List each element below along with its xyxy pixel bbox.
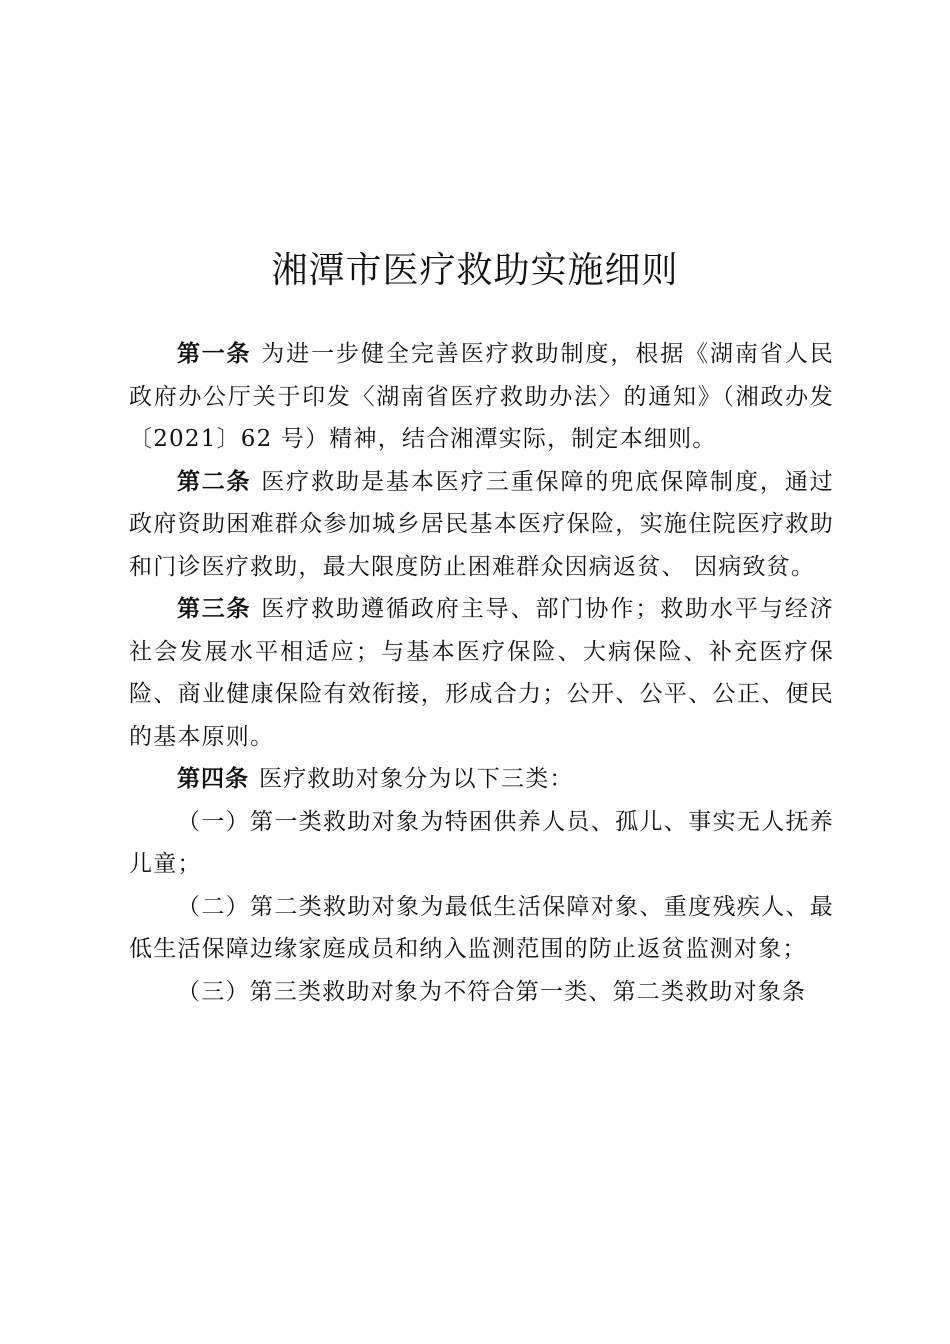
article-text: 医疗救助是基本医疗三重保障的兜底保障制度，通过政府资助困难群众参加城乡居民基本医疗保险，实施住院医疗救助和门诊医疗救助，最大限度防止困难群众因病返贫、 因病致贫。 [129, 468, 835, 580]
article-label: 第二条 [177, 468, 252, 495]
article-1 [129, 333, 834, 461]
article-2 [129, 461, 834, 589]
article-3 [129, 588, 834, 758]
article-label: 第四条 [177, 766, 249, 792]
article-text: 医疗救助遵循政府主导、部门协作；救助水平与经济社会发展水平相适应；与基本医疗保险、大病保险、补充医疗保险、商业健康保险有效衔接，形成合力；公开、公平、公正、便民的基本原则。 [129, 596, 835, 750]
article-label: 第三条 [177, 596, 252, 622]
document-body [129, 333, 834, 1013]
document-title: 湘潭市医疗救助实施细则 [271, 250, 679, 291]
list-item: （一）第一类救助对象为特困供养人员、孤儿、事实无人抚养儿童； [129, 808, 834, 877]
article-4 [129, 758, 834, 801]
list-item: （二）第二类救助对象为最低生活保障对象、重度残疾人、最低生活保障边缘家庭成员和纳入监测范围的防止返贫监测对象； [129, 893, 834, 962]
article-label: 第一条 [177, 341, 252, 367]
list-item: （三）第三类救助对象为不符合第一类、第二类救助对象条 [177, 978, 807, 1005]
article-text: 为进一步健全完善医疗救助制度，根据《湖南省人民政府办公厅关于印发〈湖南省医疗救助办法〉的通知》（湘政办发〔2021〕62 号）精神，结合湘潭实际，制定本细则。 [129, 341, 835, 452]
article-text: 医疗救助对象分为以下三类： [259, 766, 574, 792]
